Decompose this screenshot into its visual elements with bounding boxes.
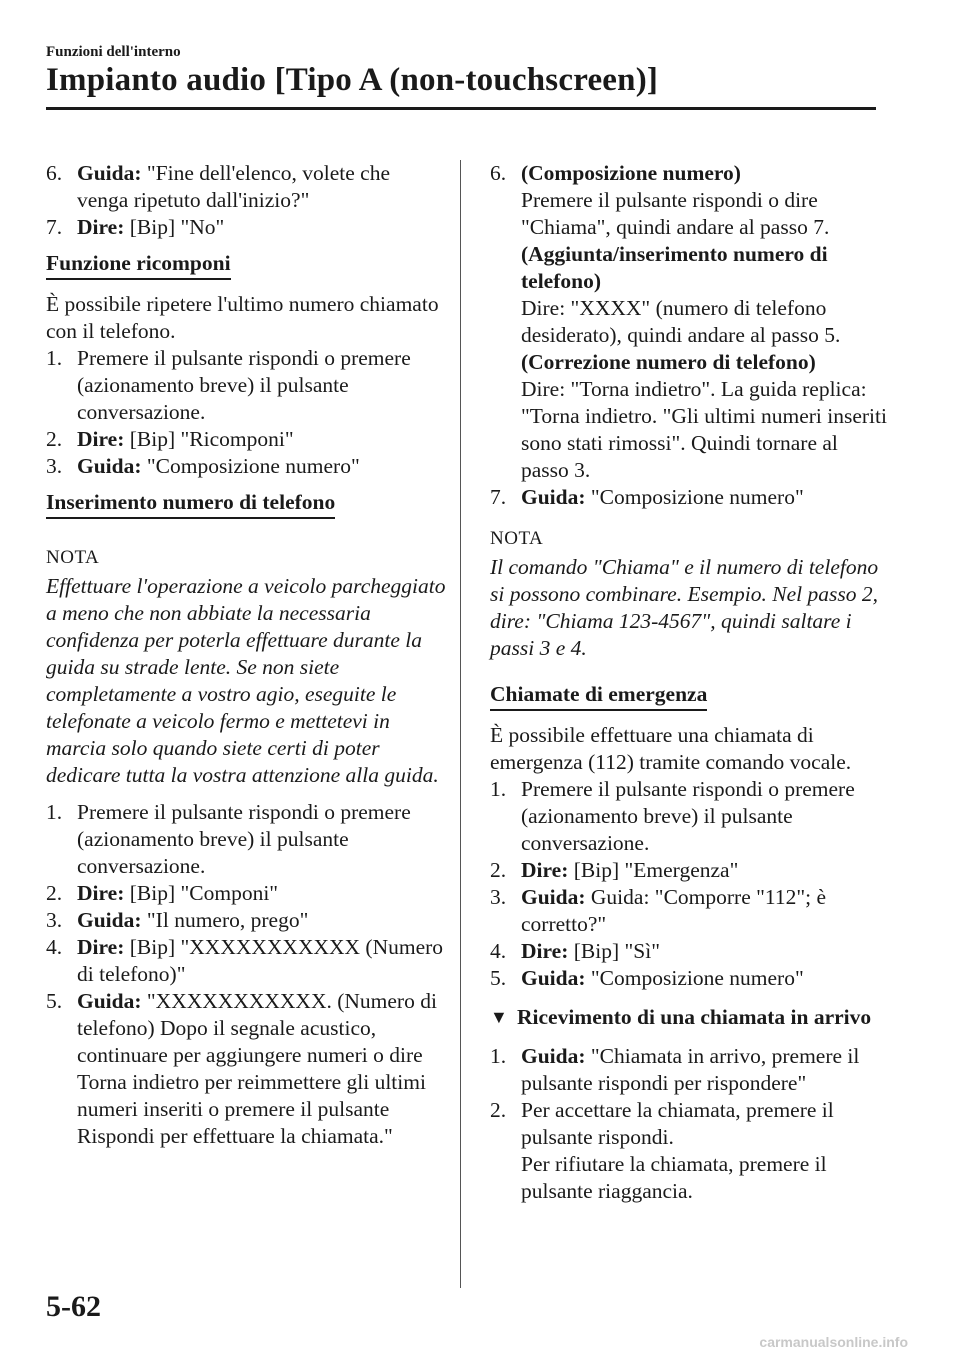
heading-redial: Funzione ricomponi [46,250,231,280]
item-text: Per accettare la chiamata, premere il pulsante rispondi. [521,1098,834,1149]
list-item [490,884,890,938]
item-number: 1. [490,777,507,801]
item-number: 3. [46,908,63,932]
item-text: "Composizione numero" [585,485,804,509]
page-title: Impianto audio [Tipo A (non-touchscreen)] [46,62,659,98]
item-text: Guida: "Comporre "112"; è corretto?" [521,885,827,936]
item-number: 2. [490,858,507,882]
sub-text: Dire: "XXXX" (numero di telefono desiderato), quindi andare al passo 5. [521,296,841,347]
item-label: Dire: [77,935,125,959]
section-label: Funzioni dell'interno [46,44,181,60]
right-column [490,160,890,1205]
item-number: 2. [46,427,63,451]
list-item [46,799,446,880]
item-text: "XXXXXXXXXXX. (Numero di telefono) Dopo il segnale acustico, continuare per aggiungere numeri o dire Torna indietro per reimmettere gli ultimi numeri inseriti o premere il pulsante Rispondi per effettuare la chiamata." [77,989,437,1148]
item-number: 6. [46,161,63,185]
item-number: 6. [490,161,507,185]
watermark: carmanualsonline.info [759,1334,908,1350]
sub-heading: (Aggiunta/inserimento numero di telefono) [521,242,828,293]
triangle-bullet-icon: ▼ [490,1007,508,1027]
item-number: 1. [490,1044,507,1068]
item-number: 2. [46,881,63,905]
list-item [490,965,890,992]
item-text: "Fine dell'elenco, volete che venga ripetuto dall'inizio?" [77,161,390,212]
item-number: 4. [490,939,507,963]
item-number: 7. [46,215,63,239]
list-item [490,857,890,884]
item-label: Guida: [521,966,586,990]
list-item [490,776,890,857]
list-item [490,1043,890,1097]
sub-text: Dire: "Torna indietro". La guida replica: "Torna indietro. "Gli ultimi numeri inseriti sono stati rimossi". Quindi tornare al passo 3. [521,377,887,482]
redial-intro: È possibile ripetere l'ultimo numero chiamato con il telefono. [46,292,439,343]
item-number: 1. [46,346,63,370]
list-item [46,345,446,426]
list-item [46,880,446,907]
heading-phone-entry: Inserimento numero di telefono [46,489,335,519]
item-number: 3. [46,454,63,478]
item-label: Guida: [521,1044,586,1068]
sub-text: Premere il pulsante rispondi o dire "Chiama", quindi andare al passo 7. [521,188,830,239]
list-item [490,1097,890,1205]
emergency-intro: È possibile effettuare una chiamata di emergenza (112) tramite comando vocale. [490,723,852,774]
note-label: NOTA [46,547,100,568]
item-text: [Bip] "Ricomponi" [124,427,294,451]
item-number: 3. [490,885,507,909]
header-divider [46,107,876,110]
item-text: Premere il pulsante rispondi o premere (azionamento breve) il pulsante conversazione. [521,777,855,855]
list-item [490,160,890,484]
list-item [46,214,446,241]
heading-emergency: Chiamate di emergenza [490,681,707,711]
item-text: [Bip] "No" [124,215,225,239]
item-label: Guida: [77,989,142,1013]
item-label: Guida: [521,885,586,909]
item-text: "Composizione numero" [585,966,804,990]
item-label: Guida: [77,908,142,932]
list-item [46,453,446,480]
sub-heading: (Composizione numero) [521,161,741,185]
list-item [490,484,890,511]
item-label: Dire: [77,881,125,905]
sub-heading: (Correzione numero di telefono) [521,350,816,374]
item-number: 2. [490,1098,507,1122]
item-text: Premere il pulsante rispondi o premere (azionamento breve) il pulsante conversazione. [77,800,411,878]
item-label: Dire: [77,427,125,451]
list-item [46,160,446,214]
item-text: [Bip] "XXXXXXXXXXX (Numero di telefono)" [77,935,444,986]
item-number: 7. [490,485,507,509]
item-number: 5. [46,989,63,1013]
item-label: Guida: [77,454,142,478]
item-label: Dire: [77,215,125,239]
item-label: Guida: [77,161,142,185]
list-item [46,907,446,934]
list-item [46,426,446,453]
item-label: Guida: [521,485,586,509]
item-text: "Composizione numero" [141,454,360,478]
item-text: [Bip] "Componi" [124,881,279,905]
list-item [46,988,446,1150]
page-number: 5-62 [46,1290,101,1323]
column-divider [460,160,461,1288]
incoming-heading-text: Ricevimento di una chiamata in arrivo [517,1005,872,1029]
item-text-extra: Per rifiutare la chiamata, premere il pulsante riaggancia. [521,1152,827,1203]
item-text: "Il numero, prego" [141,908,309,932]
item-text: [Bip] "Sì" [568,939,660,963]
item-number: 4. [46,935,63,959]
heading-incoming [490,1004,890,1031]
item-number: 5. [490,966,507,990]
list-item [490,938,890,965]
item-text: [Bip] "Emergenza" [568,858,739,882]
item-label: Dire: [521,939,569,963]
item-text: "Chiamata in arrivo, premere il pulsante rispondi per rispondere" [521,1044,860,1095]
item-number: 1. [46,800,63,824]
note-label: NOTA [490,528,544,549]
item-text: Premere il pulsante rispondi o premere (azionamento breve) il pulsante conversazione. [77,346,411,424]
left-column [46,160,446,1150]
note-text: Il comando "Chiama" e il numero di telefono si possono combinare. Esempio. Nel passo 2, dire: "Chiama 123-4567", quindi saltare i passi 3 e 4. [490,555,879,660]
item-label: Dire: [521,858,569,882]
note-text: Effettuare l'operazione a veicolo parcheggiato a meno che non abbiate la necessaria confidenza per poterla effettuare durante la guida su strade lente. Se non siete completamente a vostro agio, eseguite le telefonate a veicolo fermo e mettetevi in marcia solo quando siete certi di poter dedicare tutta la vostra attenzione alla guida. [46,574,446,787]
list-item [46,934,446,988]
